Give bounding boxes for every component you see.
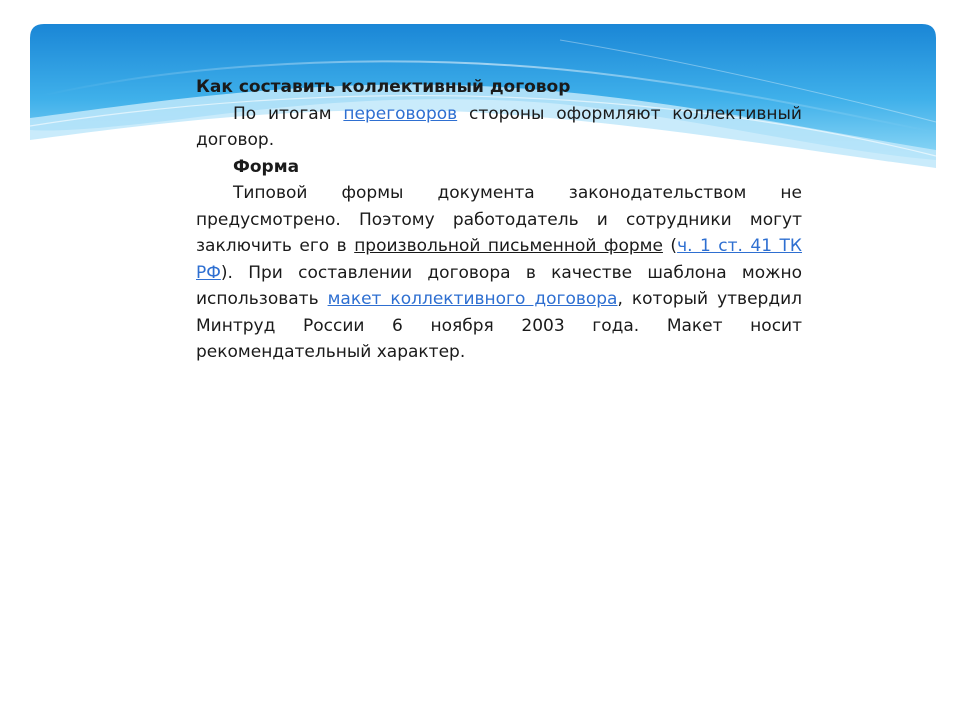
paragraph-text: ). При составлении договора в качестве шаблона можно использовать	[196, 262, 802, 309]
paragraph-text: (	[662, 236, 678, 256]
link-agreement-template[interactable]: макет коллективного договора	[327, 289, 618, 309]
section-subtitle: Форма	[233, 156, 300, 177]
document-body	[196, 74, 802, 366]
link-negotiations[interactable]: переговоров	[343, 103, 458, 124]
paragraph-text: По итогам	[233, 103, 344, 124]
link-labor-code-article[interactable]: ч. 1 ст. 41 ТК РФ	[196, 236, 803, 283]
paragraph-text: , который утвердил Минтруд России 6 ноября 2003 года. Макет носит рекомендательный характер.	[196, 289, 802, 362]
underlined-phrase: произвольной письменной форме	[354, 236, 663, 256]
paragraph-text: стороны оформляют коллективный договор.	[196, 103, 802, 150]
paragraph-negotiations	[196, 101, 802, 154]
paragraph-form	[196, 180, 802, 366]
document-title: Как составить коллективный договор	[196, 77, 571, 97]
paragraph-text: Типовой формы документа законодательством не предусмотрено. Поэтому работодатель и сотрудники могут заключить его в	[196, 183, 802, 256]
